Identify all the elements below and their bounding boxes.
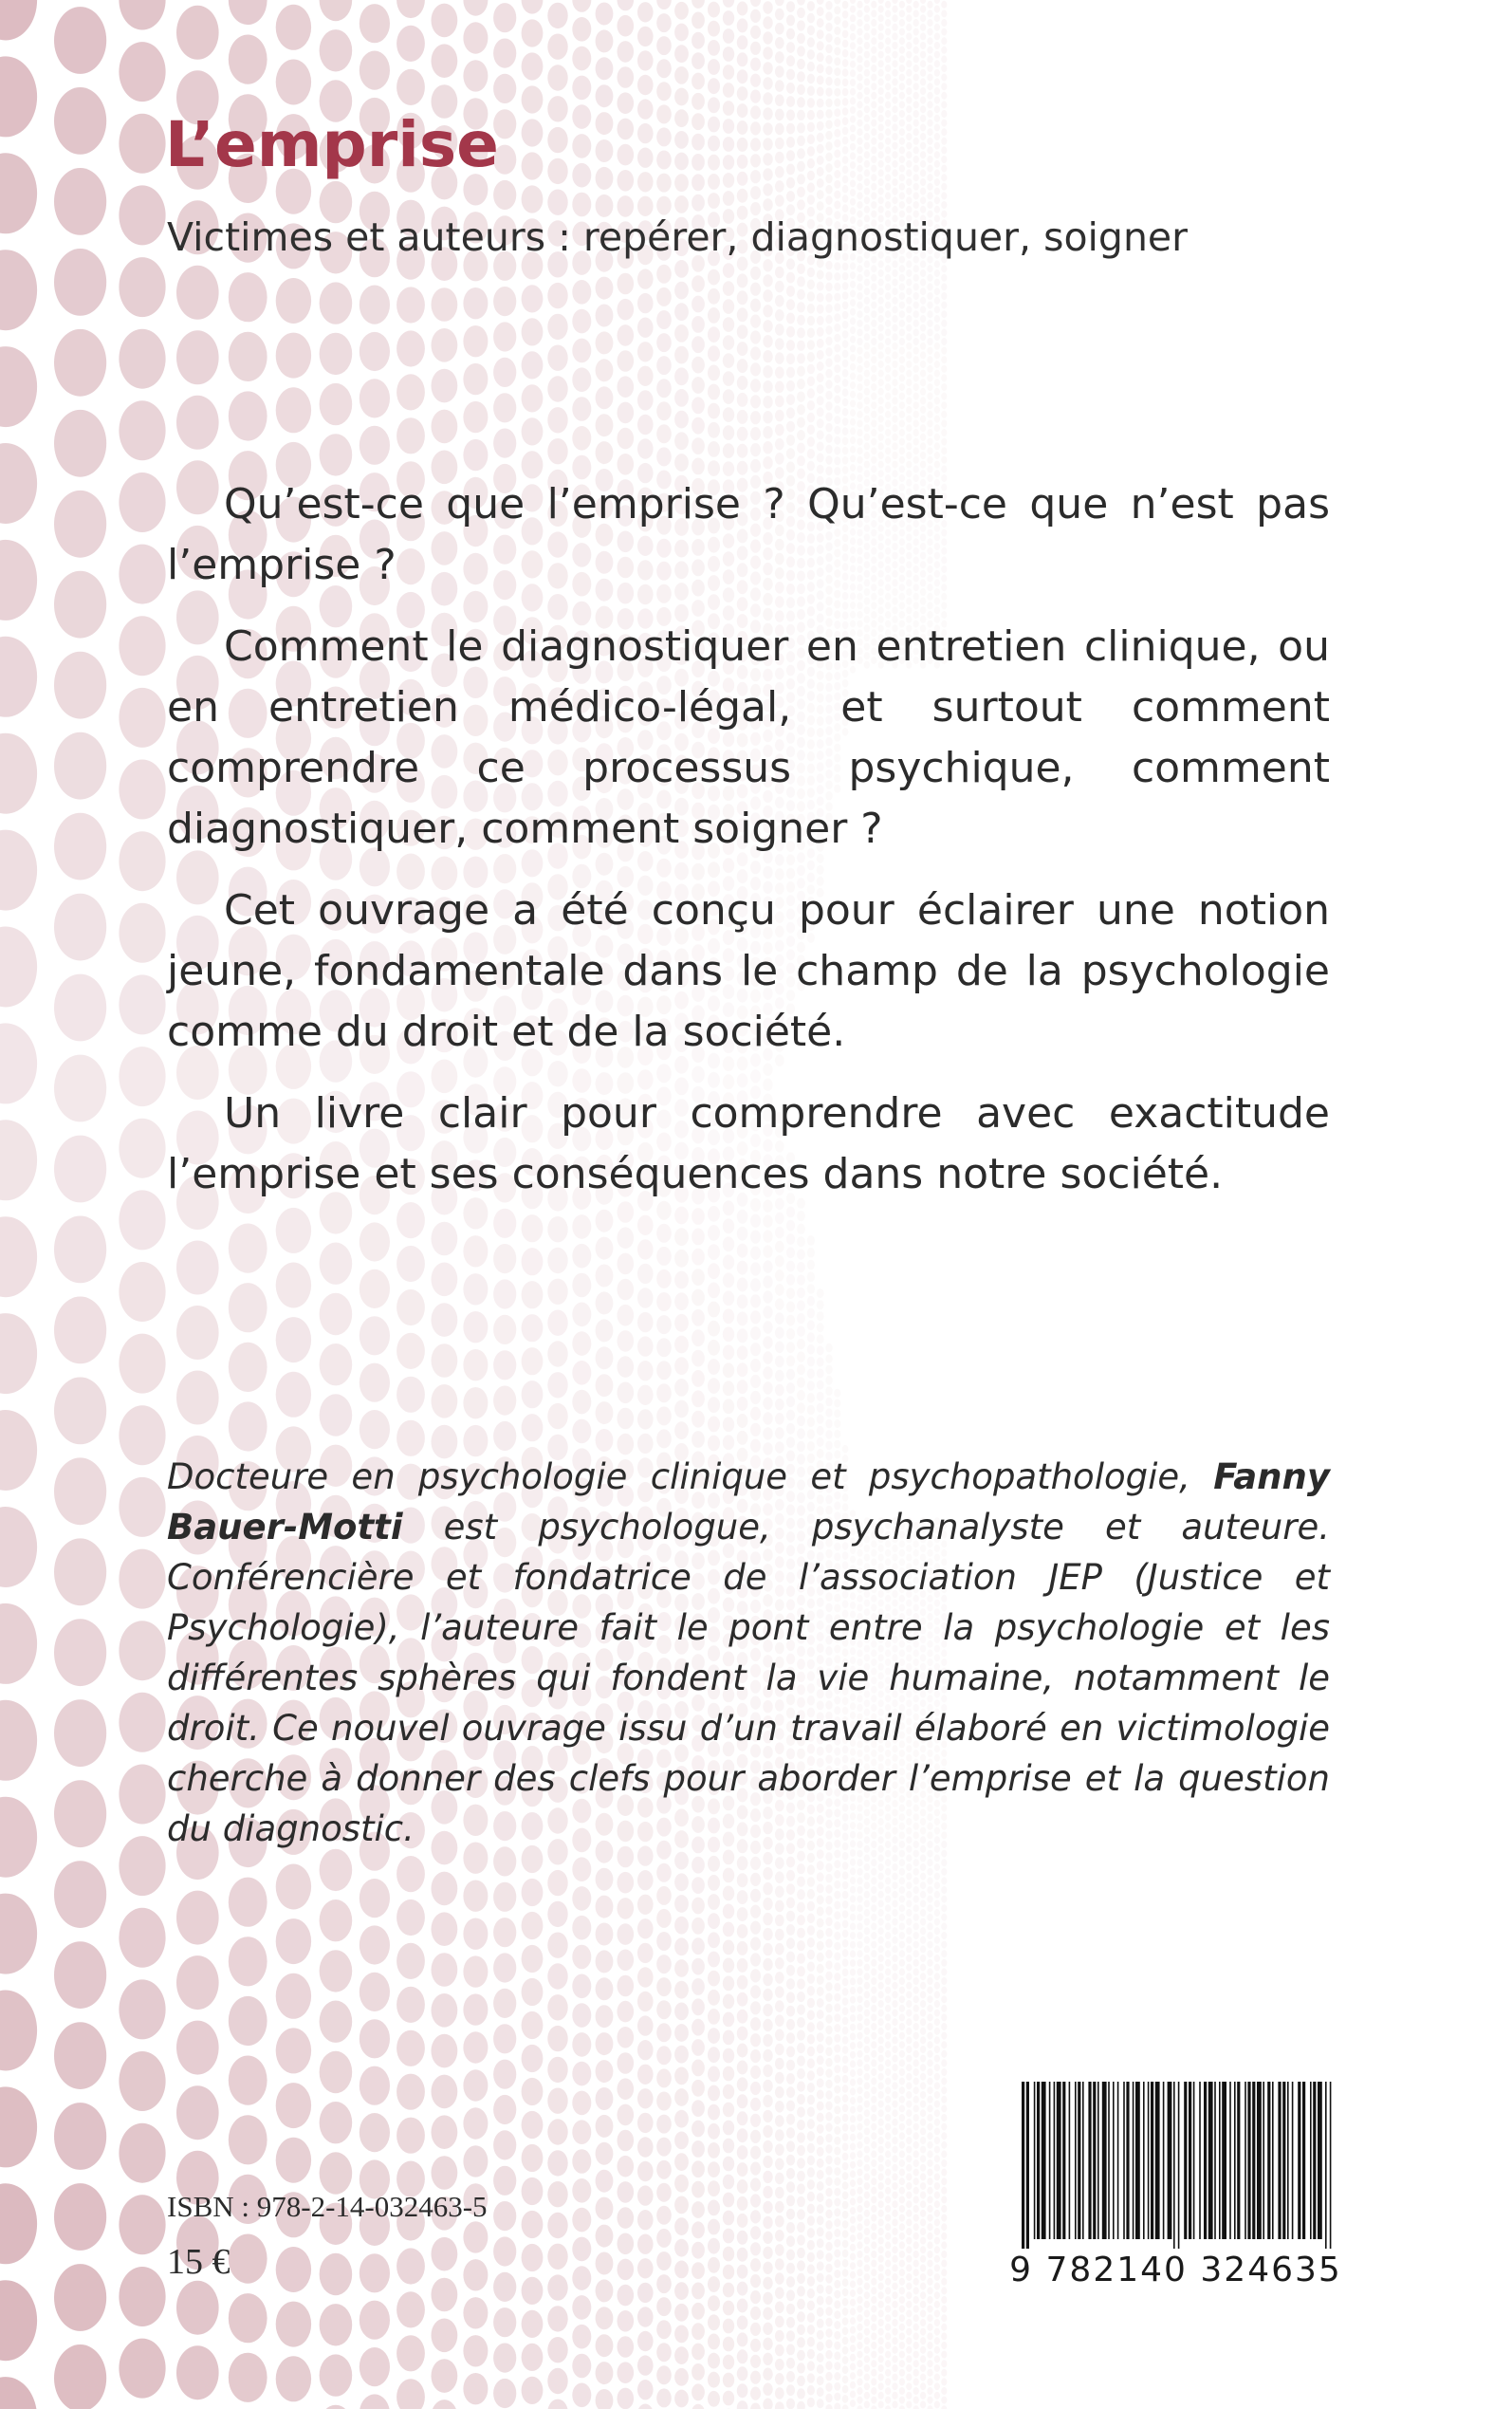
author-bio	[167, 1452, 1330, 1854]
barcode	[1003, 2068, 1349, 2304]
blurb-paragraph: Un livre clair pour comprendre avec exactitude l’emprise et ses conséquences dans notre société.	[167, 1089, 1330, 1198]
blurb-paragraph: Cet ouvrage a été conçu pour éclairer une notion jeune, fondamentale dans le champ de la psychologie comme du droit et de la société.	[167, 886, 1330, 1056]
blurb-paragraph: Comment le diagnostiquer en entretien clinique, ou en entretien médico-légal, et surtout comment comprendre ce processus psychique, comment diagnostiquer, comment soigner ?	[167, 622, 1330, 853]
book-subtitle: Victimes et auteurs : repérer, diagnostiquer, soigner	[167, 214, 1189, 260]
book-title: L’emprise	[165, 108, 499, 181]
bio-intro: Docteure en psychologie clinique et psychopathologie,	[167, 1456, 1214, 1497]
isbn-text: ISBN : 978-2-14-032463-5	[167, 2190, 488, 2223]
bio-body: est psychologue, psychanalyste et auteure. Conférencière et fondatrice de l’association JEP (Justice et Psychologie), l’auteure fait le pont entre la psychologie et les différentes sphères qui fondent la vie humaine, notamment le droit. Ce nouvel ouvrage issu d’un travail élaboré en victimologie cherche à donner des clefs pour aborder l’emprise et la question du diagnostic.	[167, 1507, 1330, 1849]
barcode-digits: 9 782140 324635	[1009, 2251, 1342, 2289]
barcode-bars	[1020, 2082, 1333, 2249]
blurb-paragraph: Qu’est-ce que l’emprise ? Qu’est-ce que n’est pas l’emprise ?	[167, 480, 1330, 589]
author-name: Fanny Bauer-Motti	[167, 1456, 1330, 1547]
price-text: 15 €	[167, 2242, 230, 2282]
back-cover-blurb	[167, 474, 1330, 1226]
